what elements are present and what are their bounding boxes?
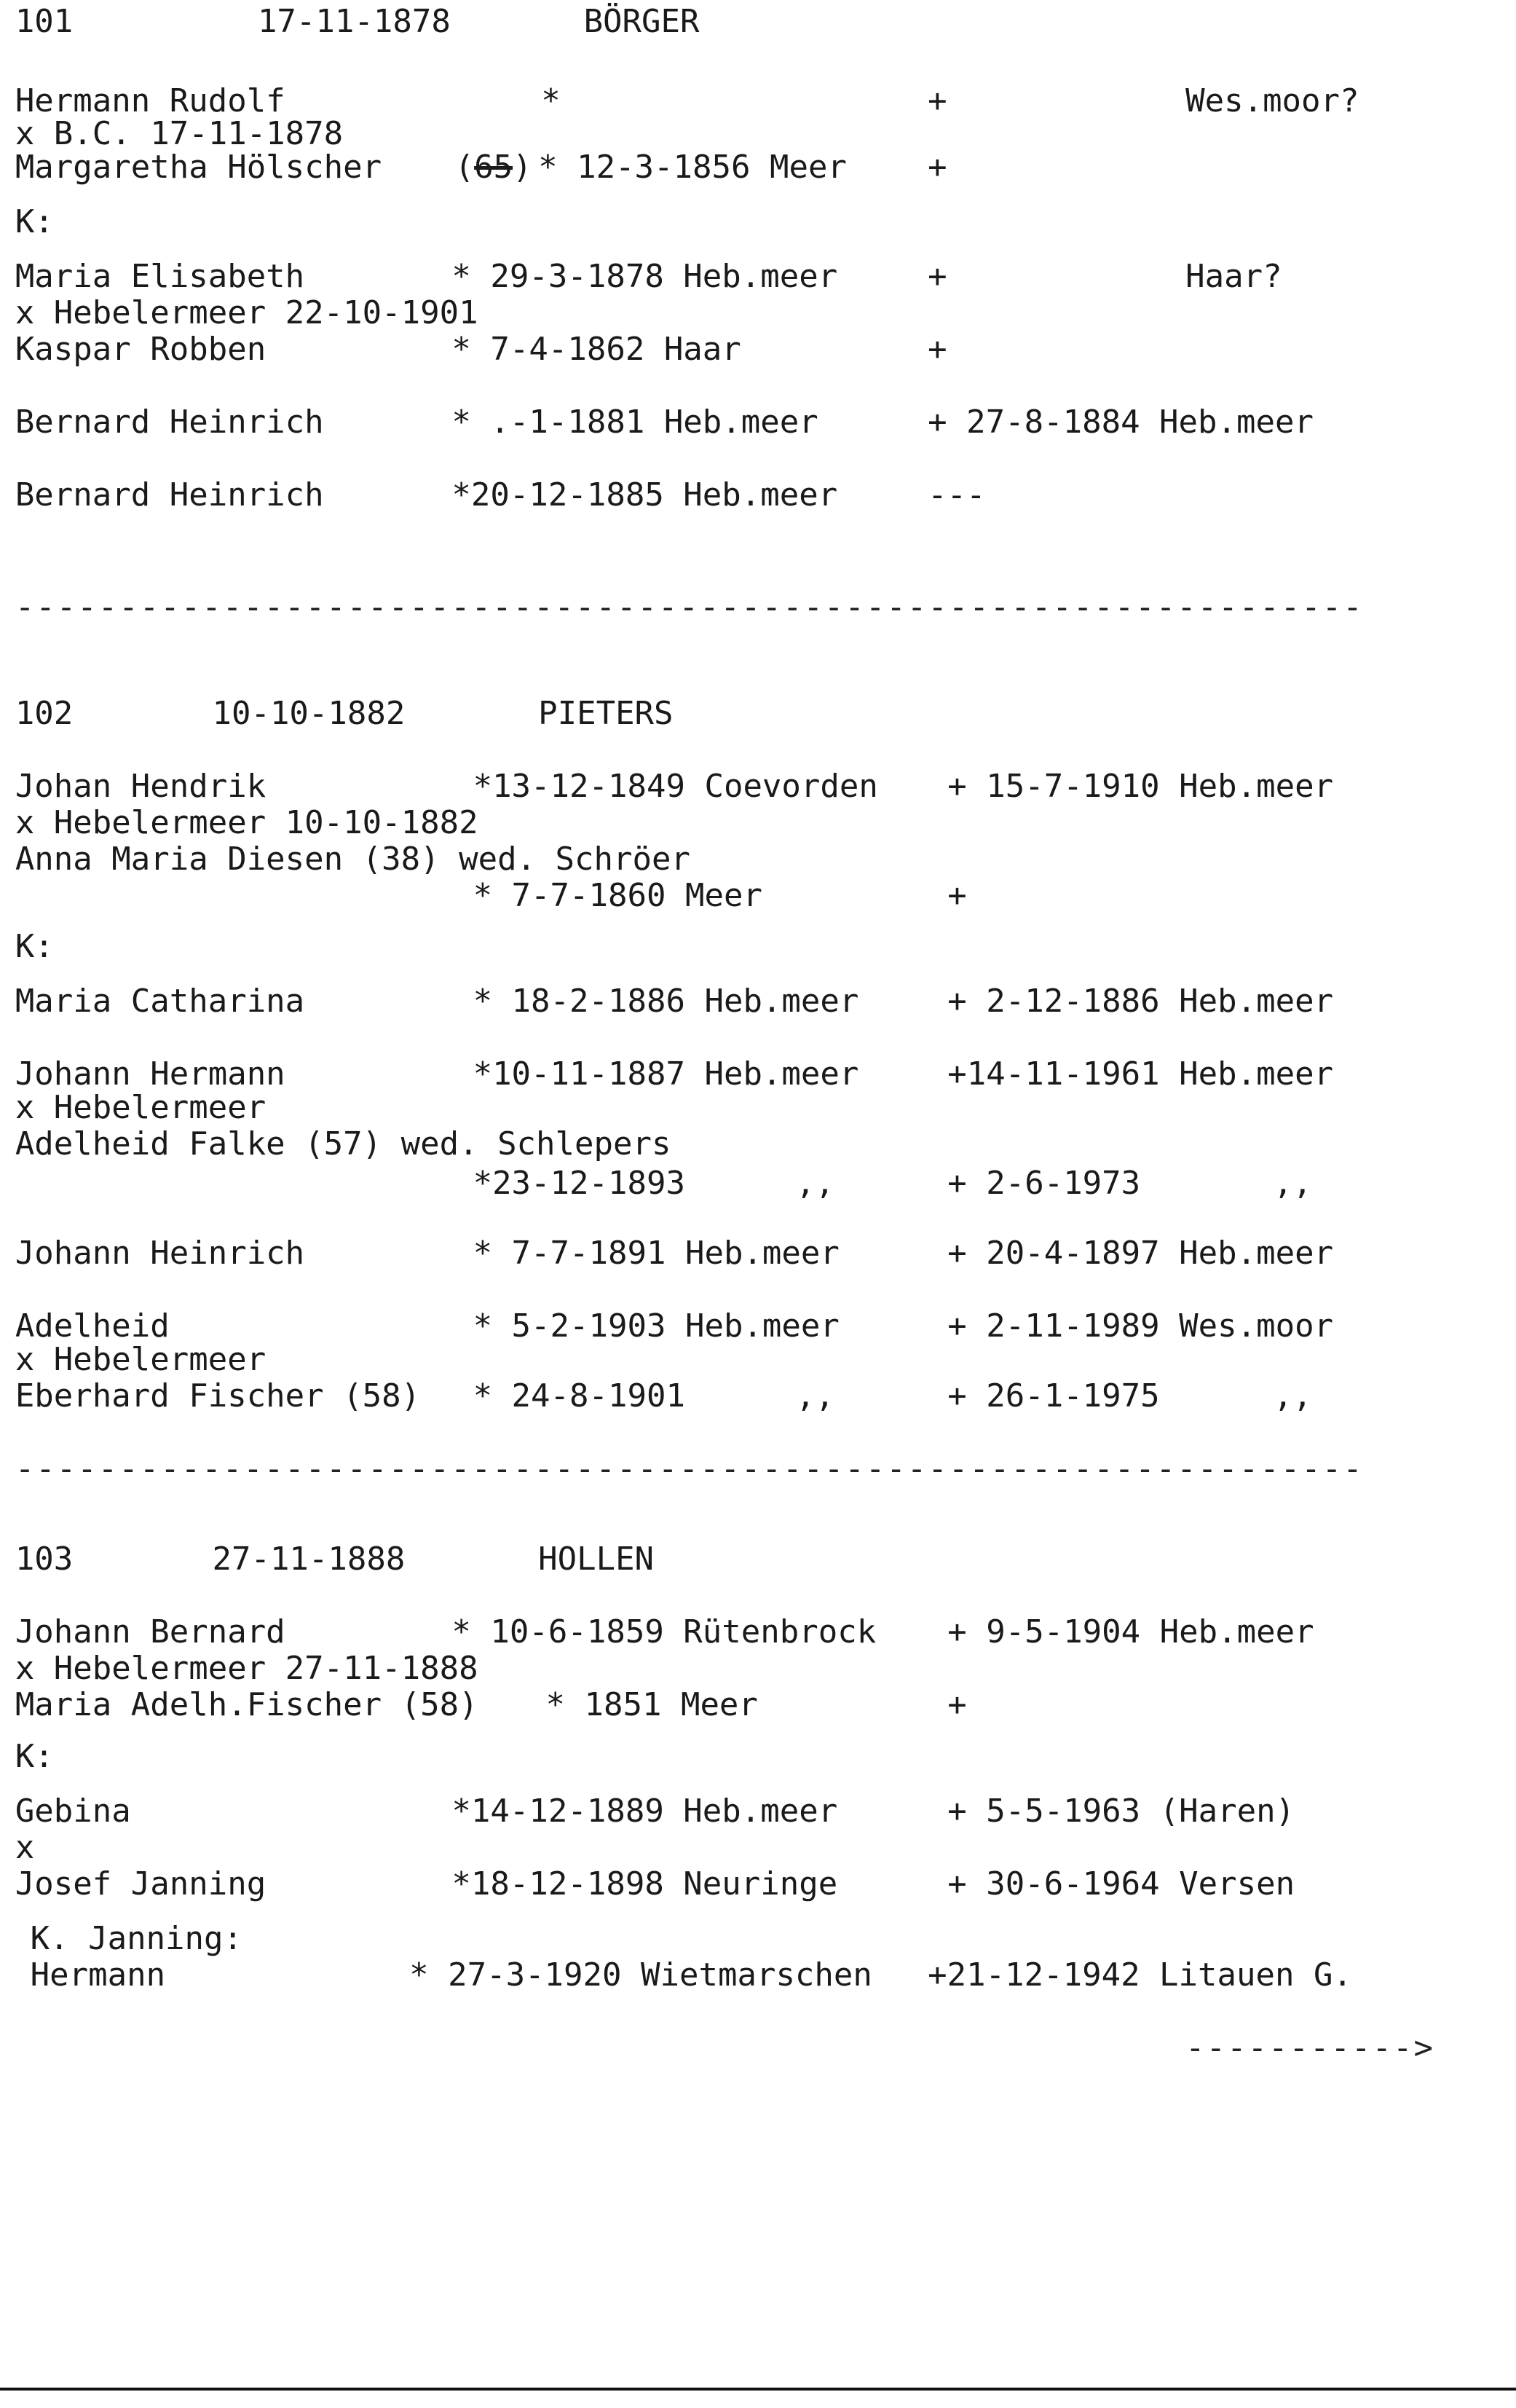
child-death: + xyxy=(928,258,947,296)
grandchild-death: +21-12-1942 Litauen G. xyxy=(928,1956,1352,1994)
marriage-line: x Hebelermeer 27-11-1888 xyxy=(15,1650,478,1688)
entry-date: 10-10-1882 xyxy=(212,694,406,732)
spouse-death: + xyxy=(947,876,967,914)
child-death: + 27-8-1884 Heb.meer xyxy=(928,403,1314,441)
spouse-birth: * 12-3-1856 Meer xyxy=(538,149,847,186)
head-birth: * xyxy=(541,82,561,119)
child-birth: * .-1-1881 Heb.meer xyxy=(451,403,818,441)
head-name: Johann Bernard xyxy=(15,1613,285,1651)
section-separator: ----------------------------------------------------------------- xyxy=(15,1449,1364,1487)
child-marriage: x Hebelermeer 22-10-1901 xyxy=(15,294,478,332)
child-birth: *14-12-1889 Heb.meer xyxy=(451,1793,838,1830)
child-name: Johann Hermann xyxy=(15,1055,285,1093)
child-spouse-birth: *23-12-1893 xyxy=(473,1165,685,1203)
section-separator: ----------------------------------------------------------------- xyxy=(15,588,1364,626)
child-birth: * 7-7-1891 Heb.meer xyxy=(473,1234,840,1272)
entry-number: 103 xyxy=(15,1541,74,1578)
entry-surname: PIETERS xyxy=(538,694,674,732)
child-spouse-name: Kaspar Robben xyxy=(15,331,267,369)
entry-surname: HOLLEN xyxy=(538,1541,655,1578)
marriage-line: x Hebelermeer 10-10-1882 xyxy=(15,803,478,841)
child-name: Maria Catharina xyxy=(15,983,305,1020)
spouse-name: Anna Maria Diesen (38) wed. Schröer xyxy=(15,840,690,878)
head-birth: * 10-6-1859 Rütenbrock xyxy=(451,1613,877,1651)
ditto-mark: ,, xyxy=(796,1377,835,1414)
entry-date: 17-11-1878 xyxy=(257,3,451,41)
head-name: Johan Hendrik xyxy=(15,767,267,805)
child-spouse-name: Josef Janning xyxy=(15,1865,267,1903)
child-death: + 2-12-1886 Heb.meer xyxy=(947,983,1334,1020)
grandchild-name: Hermann xyxy=(30,1956,166,1994)
child-spouse-name: Eberhard Fischer (58) xyxy=(15,1377,421,1414)
child-birth: *20-12-1885 Heb.meer xyxy=(451,476,838,514)
child-death: + 2-11-1989 Wes.moor xyxy=(947,1307,1334,1345)
child-name: Bernard Heinrich xyxy=(15,476,324,514)
head-death: + xyxy=(928,82,947,119)
head-place-note: Wes.moor? xyxy=(1185,82,1359,119)
child-spouse-death: + 26-1-1975 xyxy=(947,1377,1160,1414)
entry-surname: BÖRGER xyxy=(583,3,700,41)
child-marriage: x Hebelermeer xyxy=(15,1340,267,1378)
child-name: Maria Elisabeth xyxy=(15,258,305,296)
child-birth: * 29-3-1878 Heb.meer xyxy=(451,258,838,296)
head-name: Hermann Rudolf xyxy=(15,82,285,119)
head-death: + 9-5-1904 Heb.meer xyxy=(947,1613,1314,1651)
marriage-line: x B.C. 17-11-1878 xyxy=(15,115,344,153)
children-label: K: xyxy=(15,1738,54,1776)
child-name: Johann Heinrich xyxy=(15,1234,305,1272)
spouse-name: Maria Adelh.Fischer (58) xyxy=(15,1686,478,1724)
child-spouse-birth: *18-12-1898 Neuringe xyxy=(451,1865,838,1903)
child-name: Gebina xyxy=(15,1793,131,1830)
child-death: --- xyxy=(928,476,986,514)
spouse-name: Margaretha Hölscher xyxy=(15,149,382,186)
head-death: + 15-7-1910 Heb.meer xyxy=(947,767,1334,805)
ditto-mark: ,, xyxy=(1273,1377,1312,1414)
child-marriage: x Hebelermeer xyxy=(15,1089,267,1127)
children-label: K: xyxy=(15,203,54,241)
child-name: Adelheid xyxy=(15,1307,170,1345)
grandchild-birth: * 27-3-1920 Wietmarschen xyxy=(409,1956,872,1994)
child-name: Bernard Heinrich xyxy=(15,403,324,441)
spouse-birth: * 7-7-1860 Meer xyxy=(473,876,762,914)
spouse-birth: * 1851 Meer xyxy=(545,1686,758,1724)
spouse-age-struck: (65) xyxy=(454,149,532,186)
child-death: + 20-4-1897 Heb.meer xyxy=(947,1234,1334,1272)
entry-date: 27-11-1888 xyxy=(212,1541,406,1578)
child-birth: * 5-2-1903 Heb.meer xyxy=(473,1307,840,1345)
child-spouse-death: + xyxy=(928,331,947,369)
entry-number: 102 xyxy=(15,694,74,732)
child-death: + 5-5-1963 (Haren) xyxy=(947,1793,1295,1830)
child-spouse-birth: * 24-8-1901 xyxy=(473,1377,685,1414)
child-death: +14-11-1961 Heb.meer xyxy=(947,1055,1334,1093)
end-separator: -----------> xyxy=(1185,2029,1434,2066)
child-note: Haar? xyxy=(1185,258,1282,296)
child-marriage: x xyxy=(15,1829,35,1867)
spouse-death: + xyxy=(928,149,947,186)
page-bottom-rule xyxy=(0,2388,1516,2391)
ditto-mark: ,, xyxy=(1273,1165,1312,1203)
child-spouse-name: Adelheid Falke (57) wed. Schlepers xyxy=(15,1125,671,1162)
head-birth: *13-12-1849 Coevorden xyxy=(473,767,878,805)
entry-number: 101 xyxy=(15,3,74,41)
ditto-mark: ,, xyxy=(796,1165,835,1203)
child-birth: * 18-2-1886 Heb.meer xyxy=(473,983,859,1020)
child-spouse-death: + 2-6-1973 xyxy=(947,1165,1141,1203)
children-label: K: xyxy=(15,928,54,966)
child-spouse-birth: * 7-4-1862 Haar xyxy=(451,331,741,369)
child-birth: *10-11-1887 Heb.meer xyxy=(473,1055,859,1093)
grandchildren-label: K. Janning: xyxy=(30,1919,243,1957)
spouse-death: + xyxy=(947,1686,967,1724)
child-spouse-death: + 30-6-1964 Versen xyxy=(947,1865,1295,1903)
